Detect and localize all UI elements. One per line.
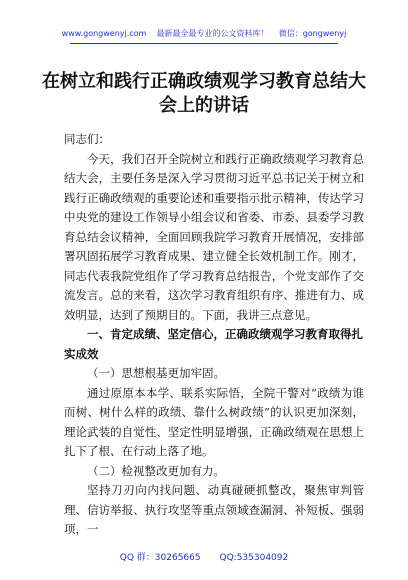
site-header [0,28,408,39]
paragraph-2: 通过原原本本学、联系实际悟，全院干警对“政绩为谁而树、树什么样的政绩、靠什么树政绩”的认识更加深刻，理论武装的自觉性、坚定性明显增强，正确政绩观在思想上扎下了根、在行动上落了地。 [64,385,364,458]
paragraph-3: 坚持刀刃向内找问题、动真碰硬抓整改，聚焦审判管理、信访举报、执行攻坚等重点领域查漏洞、补短板、强弱项，一 [64,483,364,536]
subheading-1: （一）思想根基更加牢固。 [87,366,225,380]
footer-qq-group: QQ 群：30265665 [119,553,201,563]
header-divider [70,43,338,44]
intro-paragraph: 今天，我们召开全院树立和践行正确政绩观学习教育总结大会，主要任务是深入学习贯彻习近平总书记关于树立和践行正确政绩观的重要论述和重要指示批示精神，传达学习中央党的建设工作领导小组会议和省委、市委、县委学习教育总结会议精神，全面回顾我院学习教育开展情况，安排部署巩固拓展学习教育成果、建立健全长效机制工作。刚才，同志代表我院党组作了学习教育总结报告，个党支部作了交流发言。总的来看，这次学习教育组织有序、推进有力、成效明显，达到了预期目的。下面，我讲三点意见。 [64,151,364,322]
header-wechat: 微信：gongwenyj [278,29,347,38]
header-tagline: 最新最全最专业的公文资料库！ [156,29,269,38]
page-footer [0,550,408,563]
document-body [64,130,364,540]
document-title: 在树立和践行正确政绩观学习教育总结大会上的讲话 [42,71,366,116]
salutation: 同志们： [64,132,110,146]
subheading-2: （二）检视整改更加有力。 [87,463,225,478]
header-site-url[interactable]: www.gongwenyj.com [61,29,147,38]
section-heading-1: 一、肯定成绩、坚定信心，正确政绩观学习教育取得扎实成效 [64,327,363,361]
footer-qq: QQ:535304092 [219,553,289,563]
